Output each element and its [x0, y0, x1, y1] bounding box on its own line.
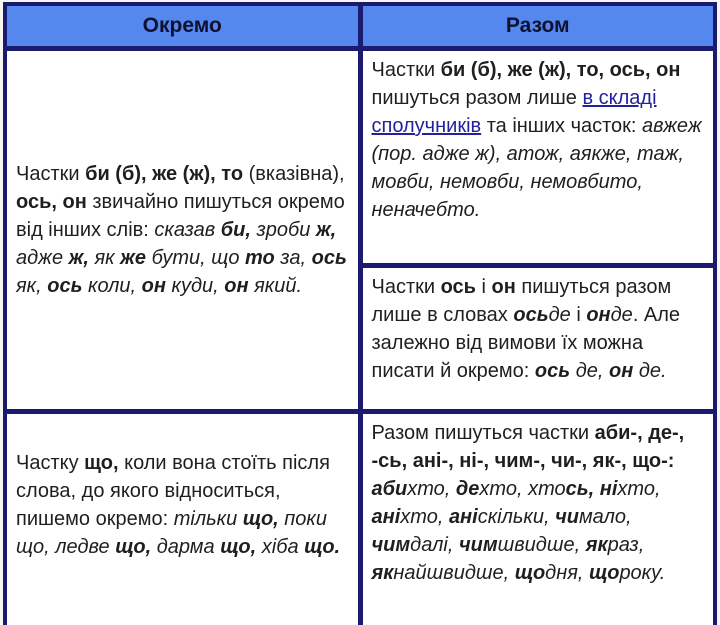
header-label-razom: Разом	[505, 14, 570, 37]
text-segment: адже	[16, 247, 69, 269]
header-label-okremo: Окремо	[142, 14, 222, 37]
text-segment: он	[609, 360, 634, 382]
text-segment: де	[548, 304, 571, 326]
text-segment: що,	[84, 452, 119, 474]
text-segment: далі,	[410, 534, 459, 556]
text-segment: дня,	[545, 562, 590, 584]
text-segment: ж,	[315, 219, 337, 241]
text-segment: пишуться разом лише	[371, 87, 583, 109]
link-v-skladi-spoluchnykiv[interactable]: в складі сполучників	[371, 87, 657, 137]
text-segment: коли вона стоїть після слова, до якого відноситься, пишемо окремо:	[16, 452, 330, 530]
text-segment: Разом пишуться частки	[371, 422, 595, 444]
text-segment: ось	[47, 275, 83, 297]
grammar-table	[3, 2, 717, 625]
text-segment: сказав	[154, 219, 221, 241]
text-segment: як	[371, 562, 394, 584]
text-segment: ані	[448, 506, 478, 528]
text-segment: ось	[513, 304, 549, 326]
text-segment: он	[491, 276, 516, 298]
text-segment: аби-, де-, -сь, ані-, ні-, чим-, чи-, як-, що-:	[371, 422, 685, 472]
header-cell-razom	[363, 6, 714, 46]
text-segment: бути, що	[146, 247, 245, 269]
text-segment: авжеж (пор. адже ж), атож, аякже, таж, мовби, немовби, немовбито, неначебто.	[371, 115, 702, 221]
cell-razom-prefix-particles	[363, 414, 714, 625]
text-segment: і	[570, 304, 587, 326]
cell-text	[363, 51, 714, 229]
text-segment: сь,	[565, 478, 595, 500]
text-segment: чим	[458, 534, 498, 556]
text-segment: он	[224, 275, 249, 297]
cell-text	[363, 414, 714, 592]
text-segment: що	[514, 562, 546, 584]
text-segment: за,	[274, 247, 312, 269]
text-segment: би (б), же (ж), то	[85, 163, 244, 185]
text-segment: хто,	[407, 478, 456, 500]
text-segment: Частки	[371, 59, 441, 81]
text-segment: де,	[570, 360, 609, 382]
text-segment: та інших часток:	[481, 115, 643, 137]
text-segment: швидше,	[497, 534, 586, 556]
text-segment: що,	[115, 536, 152, 558]
text-segment: тільки	[173, 508, 243, 530]
text-segment: он	[586, 304, 611, 326]
text-segment: он	[141, 275, 166, 297]
text-segment: ледве	[55, 536, 116, 558]
text-segment: чим	[371, 534, 411, 556]
text-segment: хто	[528, 478, 566, 500]
cell-text	[363, 268, 714, 390]
text-segment: ось	[311, 247, 347, 269]
text-segment: що.	[304, 536, 341, 558]
text-segment: що,	[220, 536, 257, 558]
text-segment: хто,	[617, 478, 661, 500]
text-segment: де	[610, 304, 633, 326]
text-segment: пишуться разом лише в словах	[371, 276, 672, 326]
text-segment: хто,	[479, 478, 529, 500]
text-segment: мало,	[578, 506, 632, 528]
text-segment: (вказівна),	[243, 163, 345, 185]
text-segment: і	[475, 276, 492, 298]
text-segment: ні	[599, 478, 618, 500]
header-cell-okremo	[7, 6, 358, 46]
cell-okremo-particle-shcho	[7, 414, 358, 625]
text-segment: скільки,	[477, 506, 556, 528]
text-segment: . Але залежно від вимови їх можна писати й окремо:	[371, 304, 681, 382]
text-segment: коли,	[82, 275, 142, 297]
text-segment: же	[120, 247, 147, 269]
text-segment: ось	[534, 360, 571, 382]
text-segment: Частки	[371, 276, 441, 298]
text-segment: як	[88, 247, 121, 269]
text-segment: хіба	[256, 536, 305, 558]
text-segment: найшвидше,	[393, 562, 515, 584]
text-segment: би,	[220, 219, 251, 241]
text-segment: ось, он	[16, 191, 87, 213]
text-segment: ані	[371, 506, 401, 528]
text-segment: як	[585, 534, 608, 556]
text-segment: ж,	[68, 247, 89, 269]
text-segment: ось	[440, 276, 476, 298]
cell-razom-particles-by-zhe-to	[363, 51, 714, 263]
text-segment: Частки	[16, 163, 86, 185]
text-segment: дарма	[151, 536, 221, 558]
text-segment: аби	[371, 478, 408, 500]
text-segment: що,	[242, 508, 279, 530]
text-segment: куди,	[165, 275, 225, 297]
text-segment: де.	[633, 360, 667, 382]
text-segment: звичайно пишуться окремо від інших слів:	[16, 191, 345, 241]
text-segment: Частку	[16, 452, 85, 474]
text-segment: року.	[619, 562, 666, 584]
text-segment: раз,	[607, 534, 645, 556]
text-segment: то	[245, 247, 275, 269]
text-segment: що	[589, 562, 620, 584]
text-segment: як,	[16, 275, 48, 297]
text-segment: поки що,	[16, 508, 327, 558]
text-segment: хто,	[400, 506, 449, 528]
text-segment: зроби	[250, 219, 316, 241]
cell-razom-particles-os-on	[363, 268, 714, 409]
text-segment: який.	[248, 275, 303, 297]
text-segment: чи	[555, 506, 579, 528]
text-segment: би (б), же (ж), то, ось, он	[440, 59, 681, 81]
text-segment: де	[455, 478, 480, 500]
cell-okremo-particles-by-zhe-to	[7, 51, 358, 409]
cell-text	[7, 155, 358, 305]
cell-text	[7, 444, 358, 566]
